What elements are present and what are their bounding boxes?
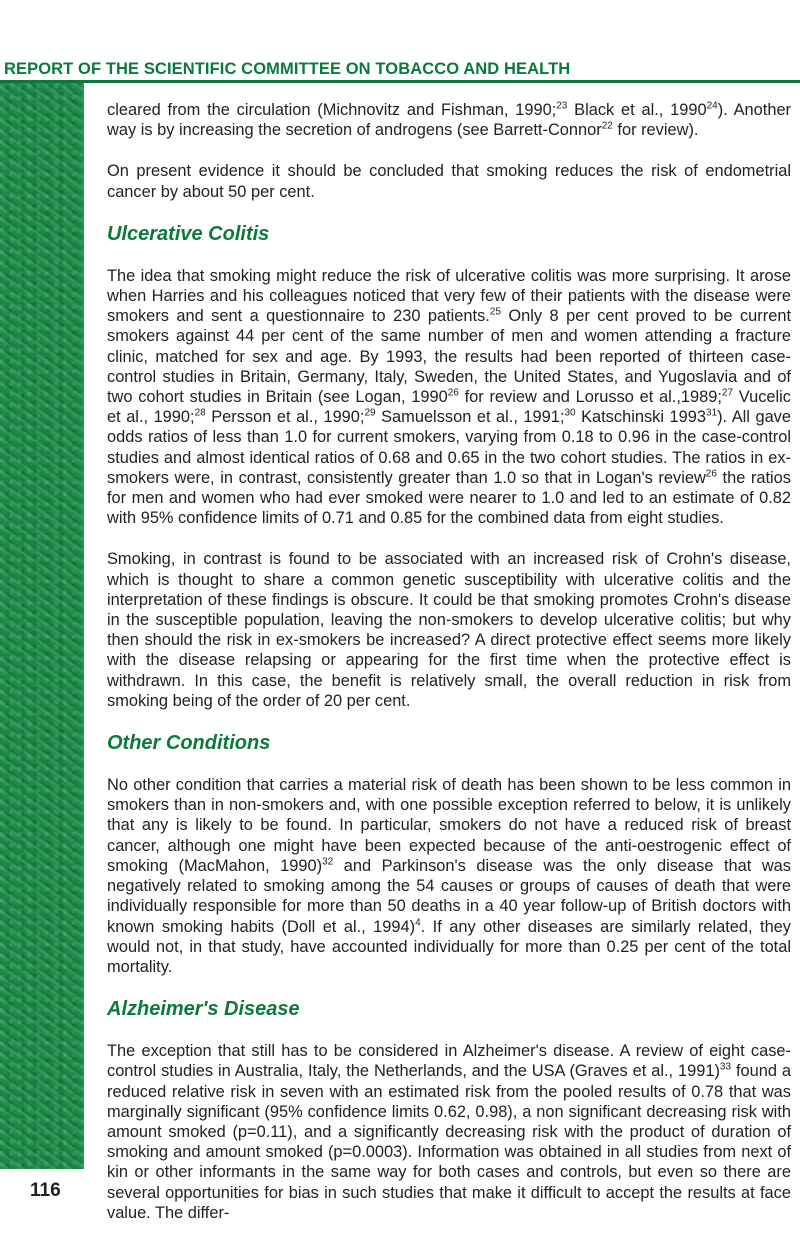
header-rule (0, 80, 800, 83)
page-header (0, 0, 800, 82)
document-body (107, 100, 791, 1244)
section-heading: Other Conditions (107, 732, 271, 755)
body-paragraph: No other condition that carries a material risk of death has been shown to be less common in smokers than in non-smokers and, with one possible exception referred to below, it is unlikely that any is likely to be found. In particular, smokers do not have a reduced risk of breast cancer, although one might have been expected because of the anti-oestrogenic effect of smoking (MacMahon, 1990)$^{32}$ and Parkinson's disease was the only disease that was negatively related to smoking among the 54 causes or groups of causes of death that were individually responsible for more than 50 deaths in a 40 year follow-up of British doctors with known smoking habits (Doll et al., 1994)$^4$. If any other diseases are similarly related, they would not, in that study, have accounted individually for more than 0.25 per cent of the total mortality. (107, 776, 792, 976)
section-heading: Ulcerative Colitis (107, 222, 270, 245)
decorative-sidebar (0, 83, 84, 1169)
body-paragraph: The exception that still has to be considered in Alzheimer's disease. A review of eight case-control studies in Australia, Italy, the Netherlands, and the USA (Graves et al., 1991)$^{33}$ found a reduced relative risk in seven with an estimated risk from the pooled results of 0.78 that was marginally significant (95% confidence limits 0.62, 0.98), a non significant decreasing risk with amount smoked (p=0.11), and a significantly decreasing risk with the product of duration of smoking and amount smoked (p=0.0003). Information was obtained in all studies from next of kin or other informants in the same way for both cases and controls, but even so there are several opportunities for bias in such studies that make it difficult to accept the results at face value. The differ- (107, 1042, 791, 1222)
page-number: 116 (30, 1180, 61, 1201)
body-paragraph: cleared from the circulation (Michnovitz and Fishman, 1990;$^{23}$ Black et al., 1990$^{24}$). Another way is by increasing the secretion of androgens (see Barrett-Connor$^{22}$ for review). (107, 100, 792, 140)
body-paragraph: The idea that smoking might reduce the risk of ulcerative colitis was more surprising. It arose when Harries and his colleagues noticed that very few of their patients with the disease were smokers and sent a questionnaire to 230 patients.$^{25}$ Only 8 per cent proved to be current smokers against 44 per cent of the same number of men and women attending a fracture clinic, matched for sex and age. By 1993, the results had been reported of thirteen case-control studies in Britain, Germany, Italy, Sweden, the United States, and Yugoslavia and of two cohort studies in Britain (see Logan, 1990$^{26}$ for review and Lorusso et al.,1989;$^{27}$ Vucelic et al., 1990;$^{28}$ Persson et al., 1990;$^{29}$ Samuelsson et al., 1991;$^{30}$ Katschinski 1993$^{31}$). All gave odds ratios of less than 1.0 for current smokers, varying from 0.18 to 0.96 in the case-control studies and almost identical ratios of 0.68 and 0.65 in the two cohort studies. The ratios in ex-smokers were, in contrast, consistently greater than 1.0 so that in Logan's review$^{26}$ the ratios for men and women who had ever smoked were nearer to 1.0 and led to an estimate of 0.82 with 95% confidence limits of 0.71 and 0.85 for the combined data from eight studies. (107, 266, 791, 528)
body-paragraph: On present evidence it should be concluded that smoking reduces the risk of endometrial cancer by about 50 per cent. (107, 162, 791, 201)
section-heading: Alzheimer's Disease (107, 998, 300, 1021)
body-paragraph: Smoking, in contrast is found to be associated with an increased risk of Crohn's disease, which is thought to share a common genetic susceptibility with ulcerative colitis and the interpretation of these findings is obscure. It could be that smoking promotes Crohn's disease in the susceptible population, leaving the non-smokers to develop ulcerative colitis; but why then should the risk in ex-smokers be increased? A direct protective effect seems more likely with the disease relapsing or appearing for the first time when the protective effect is withdrawn. In this case, the benefit is relatively small, the overall reduction in risk from smoking being of the order of 20 per cent. (107, 550, 791, 710)
header-title: REPORT OF THE SCIENTIFIC COMMITTEE ON TOBACCO AND HEALTH (4, 60, 571, 78)
